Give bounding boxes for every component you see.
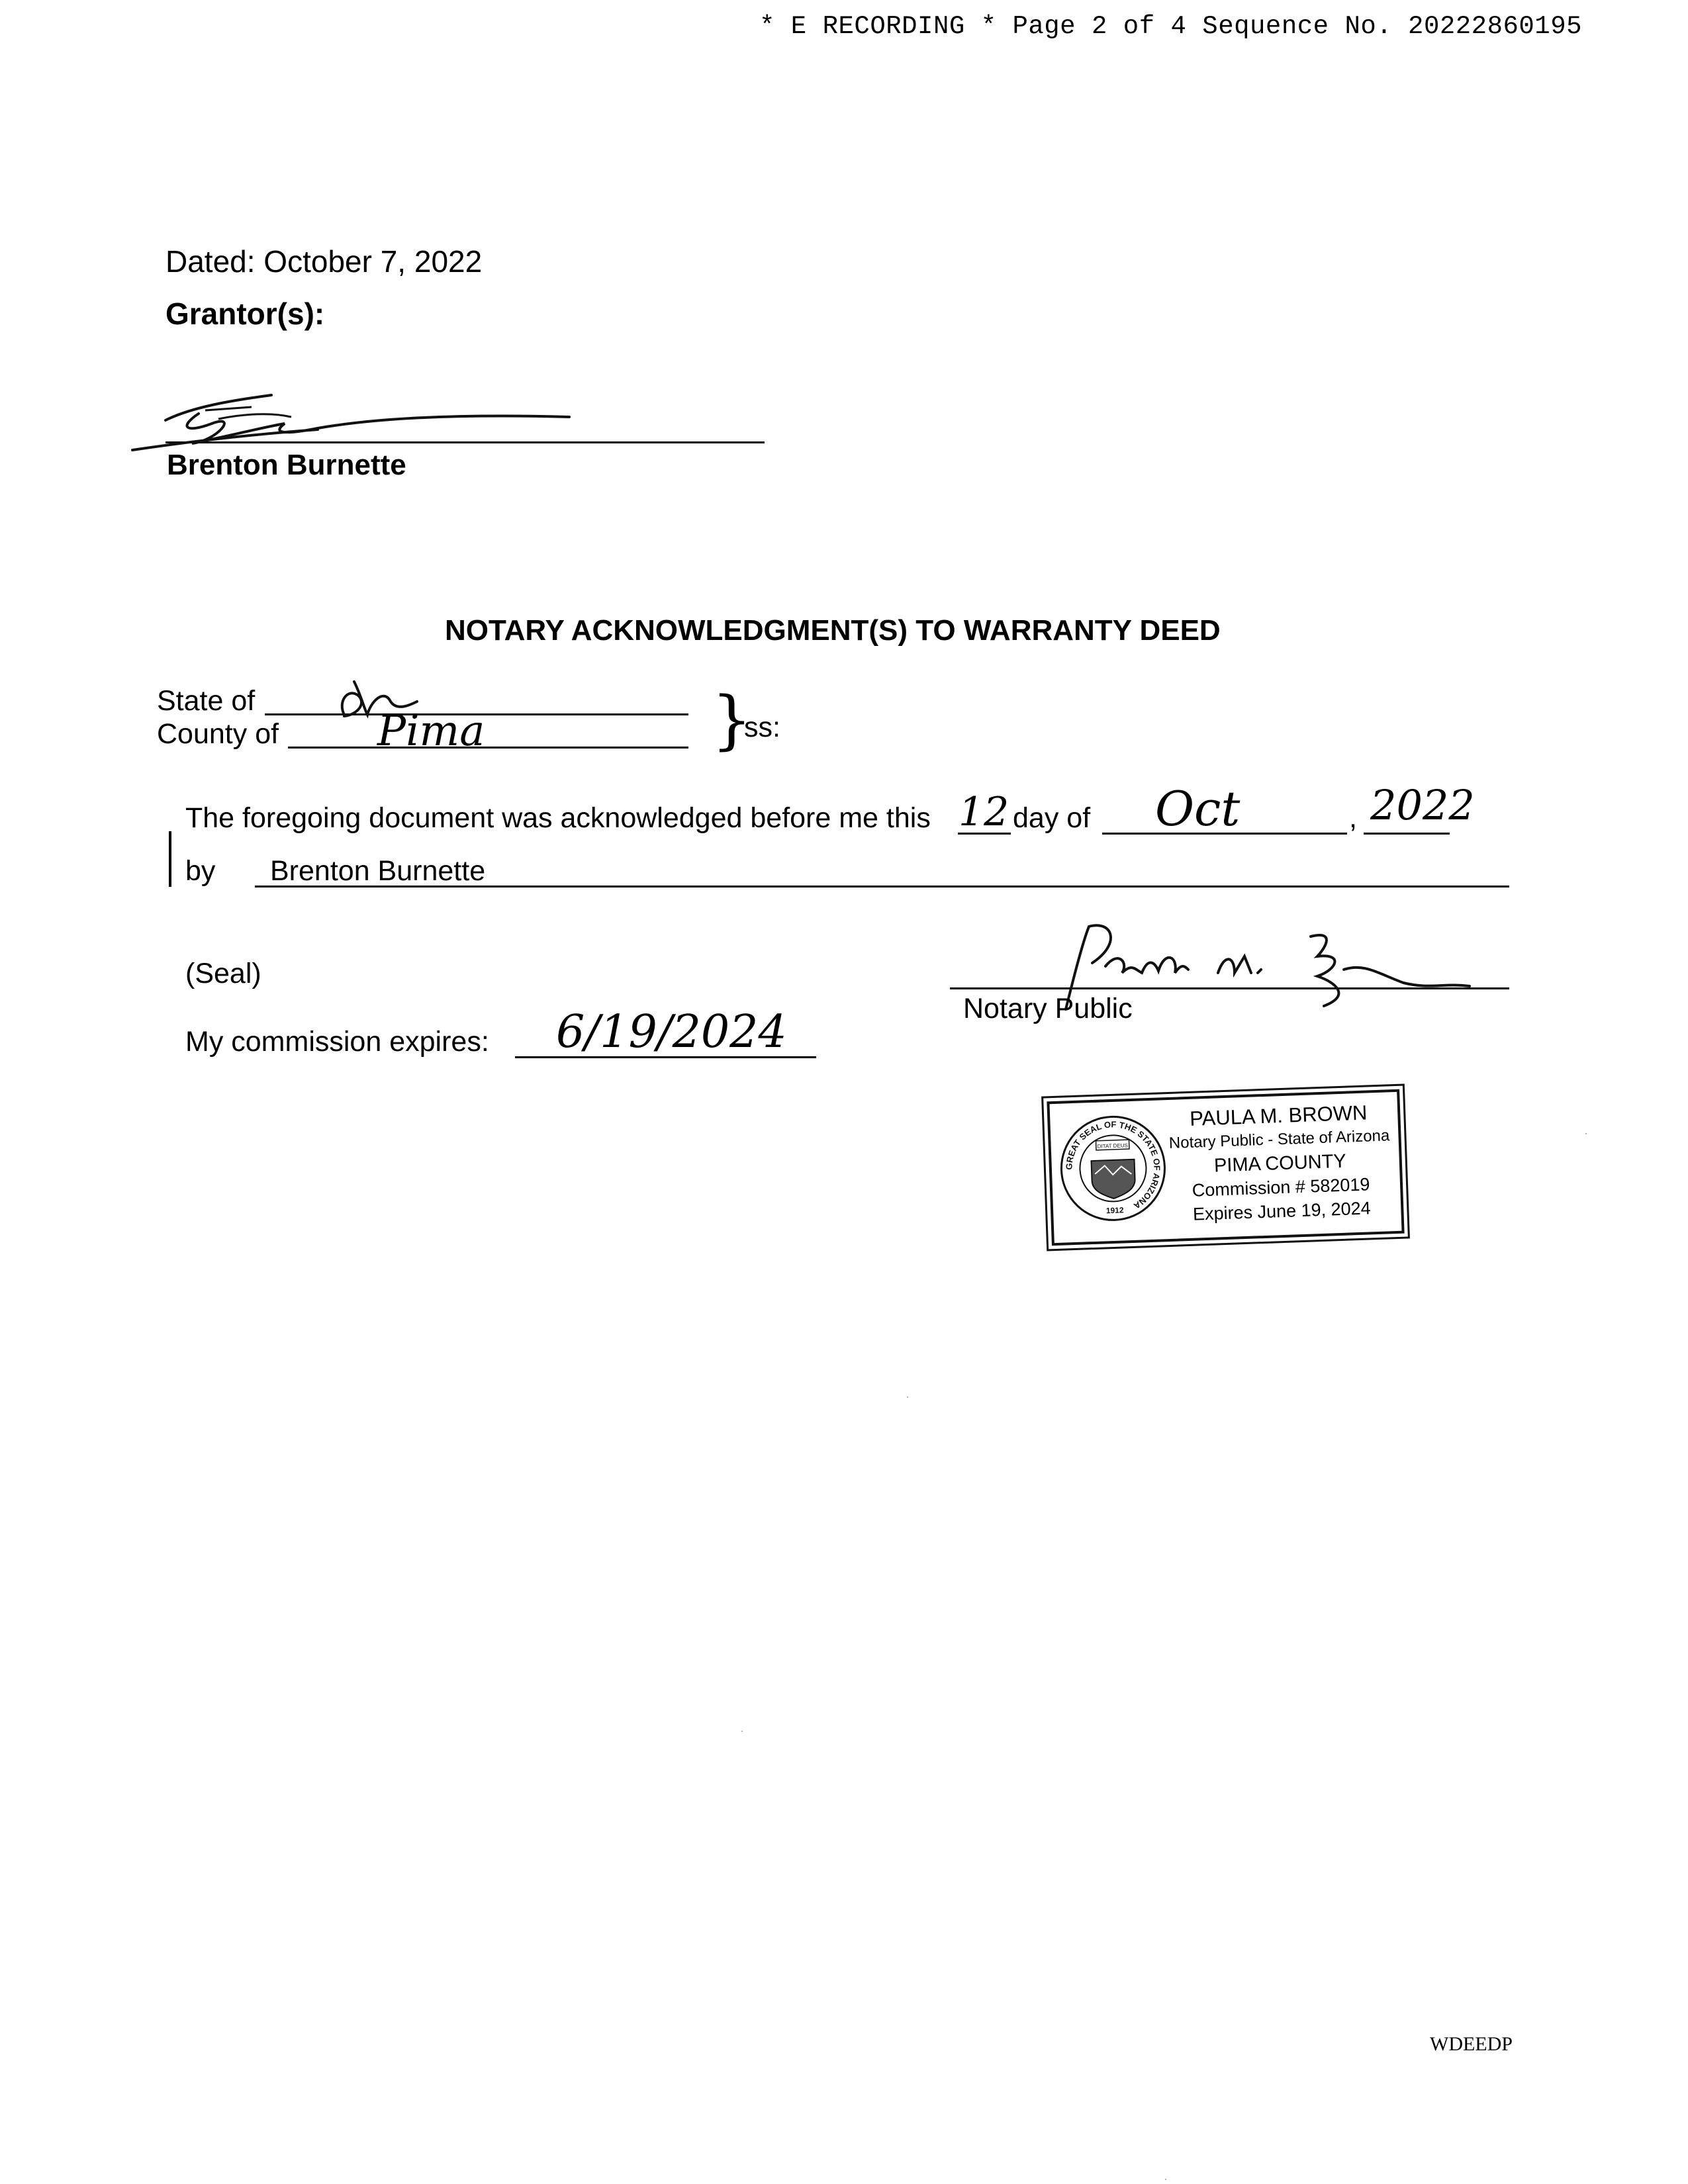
stamp-line2: Notary Public - State of Arizona — [1168, 1126, 1390, 1152]
stamp-name: PAULA M. BROWN — [1189, 1101, 1368, 1130]
year-line — [1364, 833, 1450, 835]
grantor-label: Grantor(s): — [165, 296, 325, 331]
commission-handwriting: 6/19/2024 — [556, 1006, 787, 1058]
arizona-seal-icon — [1056, 1112, 1170, 1225]
svg-text:DITAT DEUS: DITAT DEUS — [1097, 1142, 1129, 1150]
commission-label: My commission expires: — [185, 1026, 489, 1058]
seal-label: (Seal) — [185, 958, 261, 989]
stamp-text — [1166, 1100, 1395, 1227]
by-value: Brenton Burnette — [270, 855, 486, 887]
ack-prefix: The foregoing document was acknowledged before me this — [185, 802, 931, 834]
year-handwriting: 2022 — [1370, 781, 1475, 829]
month-handwriting: Oct — [1155, 781, 1241, 837]
notary-title: NOTARY ACKNOWLEDGMENT(S) TO WARRANTY DEED — [445, 614, 1221, 647]
state-label: State of — [157, 685, 256, 717]
recording-header: * E RECORDING * Page 2 of 4 Sequence No. 20222860195 — [759, 12, 1582, 41]
margin-bar — [169, 831, 171, 887]
scan-speck — [741, 1731, 743, 1732]
stamp-commission: Commission # 582019 — [1192, 1174, 1370, 1201]
county-handwriting: Pima — [377, 707, 485, 756]
svg-text:1912: 1912 — [1105, 1205, 1124, 1216]
scan-speck — [1165, 2179, 1166, 2180]
day-handwriting: 12 — [959, 789, 1009, 835]
scan-speck — [907, 1396, 908, 1398]
notary-stamp — [1047, 1089, 1404, 1246]
brace-icon: } — [712, 683, 753, 757]
county-line — [288, 747, 688, 749]
dated-line: Dated: October 7, 2022 — [165, 244, 483, 279]
day-label: day of — [1013, 802, 1091, 834]
stamp-county: PIMA COUNTY — [1213, 1150, 1347, 1177]
notary-public-label: Notary Public — [963, 993, 1133, 1024]
comma: , — [1349, 802, 1357, 834]
grantor-name: Brenton Burnette — [167, 449, 406, 481]
county-label: County of — [157, 718, 279, 750]
ss-label: ss: — [744, 711, 780, 743]
form-code: WDEEDP — [1430, 2033, 1513, 2055]
stamp-expires: Expires June 19, 2024 — [1192, 1198, 1372, 1224]
scan-speck — [1585, 1133, 1587, 1134]
by-label: by — [185, 855, 216, 887]
svg-text:GREAT SEAL OF THE STATE OF ARI: GREAT SEAL OF THE STATE OF ARIZONA — [1064, 1119, 1162, 1211]
